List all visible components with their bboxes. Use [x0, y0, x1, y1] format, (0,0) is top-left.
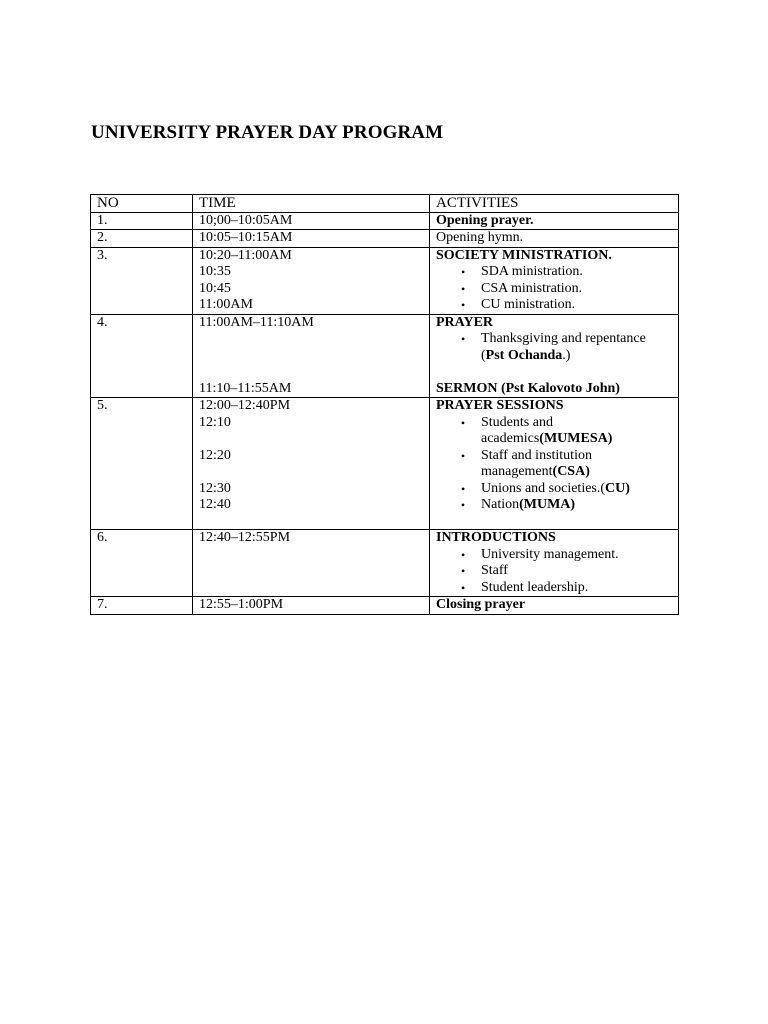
bullet-icon: • — [460, 448, 466, 463]
bullet-list — [436, 547, 672, 597]
row-number: 1. — [91, 212, 193, 230]
list-item: • SDA ministration. — [436, 264, 672, 281]
row-activity — [430, 212, 679, 230]
bullet-list — [436, 264, 672, 314]
sermon-heading: SERMON (Pst Kalovoto John) — [436, 380, 620, 396]
header-activities: ACTIVITIES — [430, 195, 679, 213]
table-header-row — [91, 195, 679, 213]
time-line: 12:40 — [199, 497, 231, 512]
bullet-icon: • — [460, 481, 466, 496]
time-line: 12:30 — [199, 480, 231, 496]
bullet-list — [436, 331, 672, 364]
table-row — [91, 314, 679, 398]
bullet-icon: • — [460, 332, 466, 346]
row-activity — [430, 398, 679, 530]
activity-heading: PRAYER — [436, 314, 494, 330]
activity-heading: Opening prayer. — [436, 212, 534, 228]
time-line: 11:00AM — [199, 297, 253, 312]
list-item: • Students and academics(MUMESA) — [436, 415, 672, 448]
program-table — [90, 194, 679, 615]
bullet-icon: • — [460, 298, 466, 312]
time-line: 12:55–1:00PM — [199, 597, 284, 612]
row-time — [193, 247, 430, 314]
list-item: • Unions and societies.(CU) — [436, 481, 672, 498]
row-time — [193, 314, 430, 398]
row-number: 2. — [91, 230, 193, 248]
bullet-icon: • — [460, 281, 466, 296]
bullet-icon: • — [460, 564, 466, 578]
row-number: 6. — [91, 530, 193, 597]
list-item: • University management. — [436, 547, 672, 564]
time-line: 11:00AM–11:10AM — [199, 314, 314, 330]
row-activity — [430, 530, 679, 597]
list-item: • Staff and institution management(CSA) — [436, 448, 672, 481]
activity-heading: INTRODUCTIONS — [436, 530, 556, 545]
time-line: 10:35 — [199, 264, 231, 279]
list-item: • Nation(MUMA) — [436, 497, 672, 514]
time-line: 10;00–10:05AM — [199, 212, 293, 228]
bullet-icon: • — [460, 265, 466, 279]
row-time — [193, 230, 430, 248]
list-item: • Thanksgiving and repentance (Pst Ochanda.) — [436, 331, 672, 364]
row-time — [193, 597, 430, 615]
bullet-icon: • — [460, 580, 466, 595]
activity-heading: SOCIETY MINISTRATION. — [436, 247, 612, 263]
time-line: 12:10 — [199, 414, 231, 430]
list-item: • CU ministration. — [436, 297, 672, 314]
table-row — [91, 212, 679, 230]
row-activity — [430, 314, 679, 398]
time-line: 12:00–12:40PM — [199, 398, 291, 413]
document-title: UNIVERSITY PRAYER DAY PROGRAM — [91, 122, 444, 143]
row-activity — [430, 597, 679, 615]
time-line: 12:20 — [199, 447, 231, 463]
time-line: 10:05–10:15AM — [199, 230, 293, 245]
activity-heading: PRAYER SESSIONS — [436, 398, 564, 413]
activity-heading: Opening hymn. — [436, 230, 524, 245]
row-activity — [430, 247, 679, 314]
table-row — [91, 398, 679, 530]
list-item: • CSA ministration. — [436, 281, 672, 298]
table-row — [91, 230, 679, 248]
bullet-list — [436, 415, 672, 514]
table-row — [91, 530, 679, 597]
row-time — [193, 212, 430, 230]
time-line: 10:45 — [199, 280, 231, 296]
row-number: 5. — [91, 398, 193, 530]
row-time — [193, 530, 430, 597]
table-row — [91, 597, 679, 615]
row-number: 7. — [91, 597, 193, 615]
time-line: 10:20–11:00AM — [199, 247, 292, 263]
list-item: • Staff — [436, 563, 672, 580]
time-line: 12:40–12:55PM — [199, 530, 291, 545]
bullet-icon: • — [460, 547, 466, 562]
time-line: 11:10–11:55AM — [199, 380, 292, 396]
activity-heading: Closing prayer — [436, 597, 526, 612]
row-number: 4. — [91, 314, 193, 398]
bullet-icon: • — [460, 498, 466, 512]
row-time — [193, 398, 430, 530]
bullet-icon: • — [460, 415, 466, 430]
table-row — [91, 247, 679, 314]
row-number: 3. — [91, 247, 193, 314]
header-time: TIME — [193, 195, 430, 213]
list-item: • Student leadership. — [436, 580, 672, 597]
row-activity — [430, 230, 679, 248]
header-no: NO — [91, 195, 193, 213]
